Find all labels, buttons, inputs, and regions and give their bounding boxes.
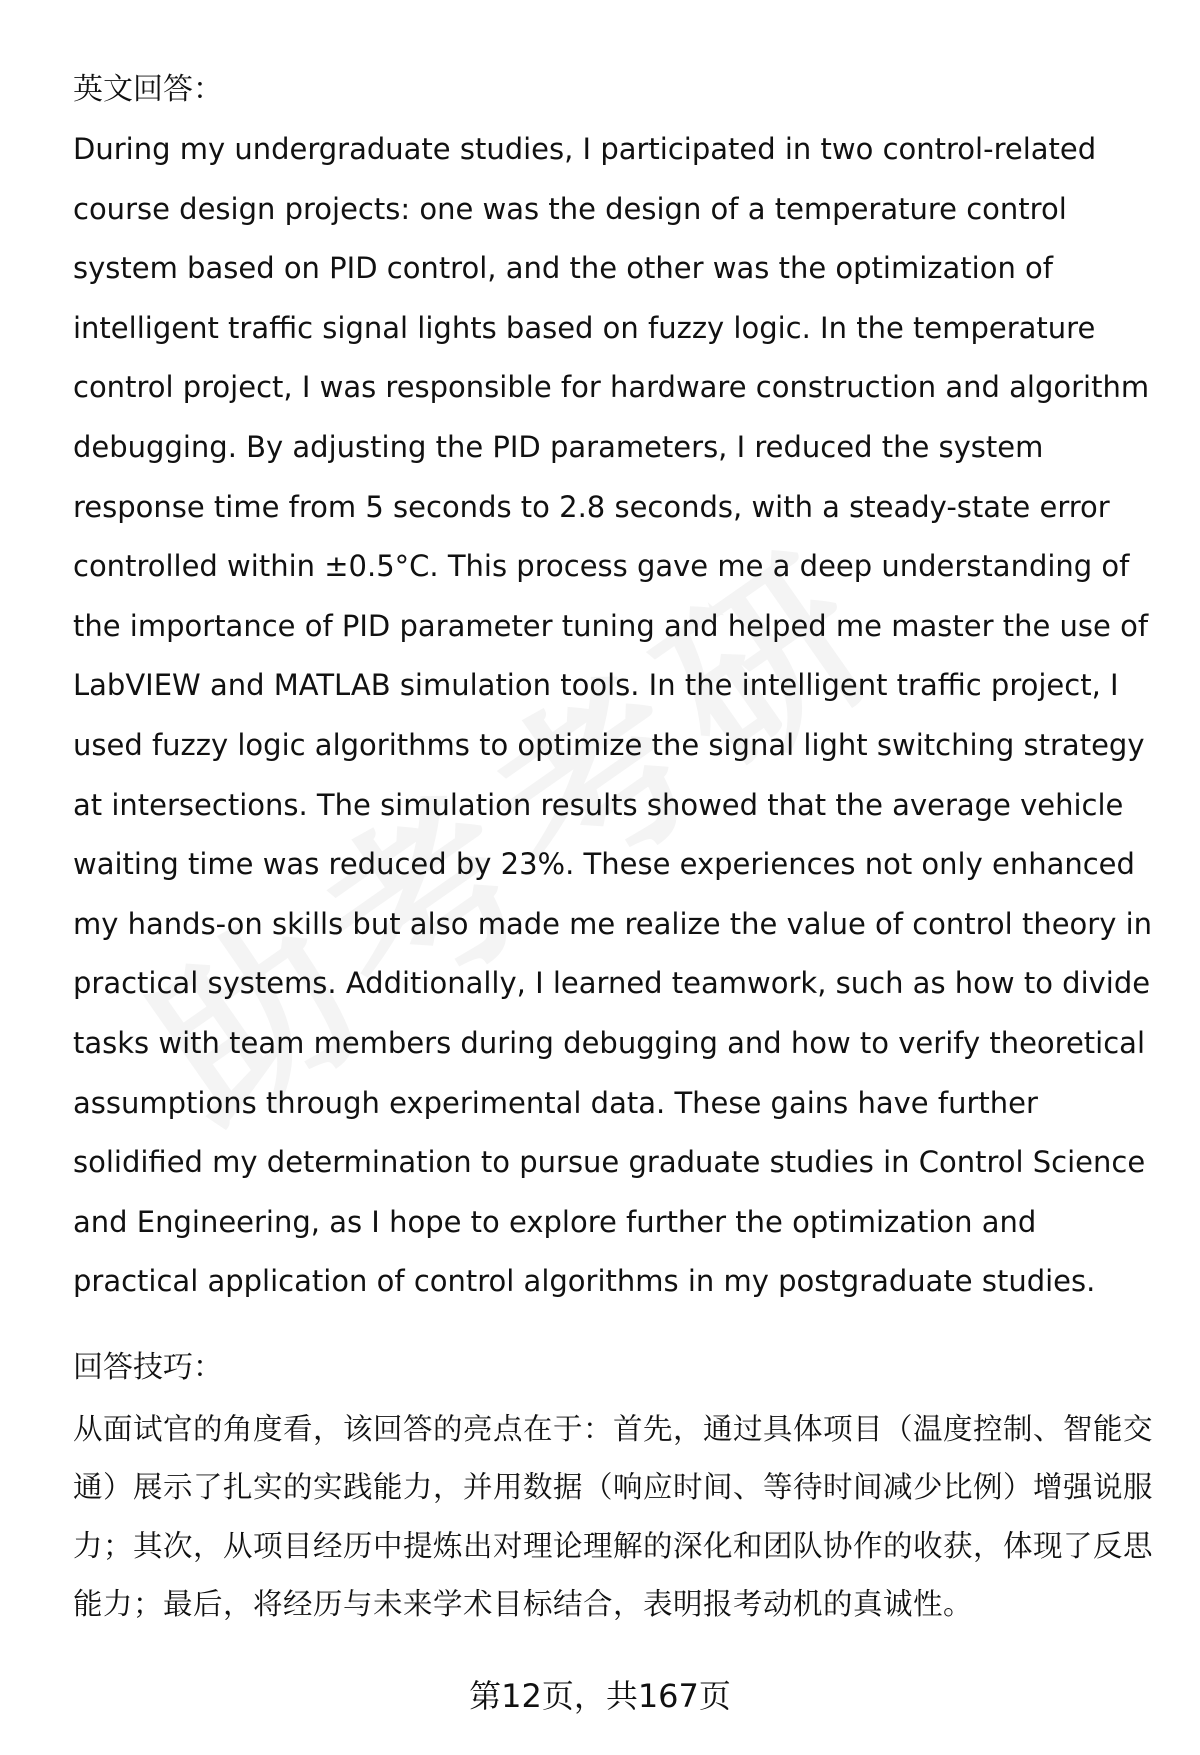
tips-section-label: 回答技巧：	[73, 1349, 223, 1385]
page-number: 第12页，共167页	[469, 1677, 731, 1715]
answer-section-label: 英文回答：	[73, 72, 223, 107]
tips-body: 从面试官的角度看，该回答的亮点在于：首先，通过具体项目（温度控制、智能交通）展示了扎实的实践能力，并用数据（响应时间、等待时间减少比例）增强说服力；其次，从项目经历中提炼出对理论理解的深化和团队协作的收获，体现了反思能力；最后，将经历与未来学术目标结合，表明报考动机的真诚性。	[73, 1411, 1154, 1622]
page-content	[73, 66, 1163, 1634]
answer-body: During my undergraduate studies, I participated in two control-related course design projects: one was the design of a temperature control system based on PID control, and the other was the optimization of intelligent traffic signal lights based on fuzzy logic. In the temperature control project, I was responsible for hardware construction and algorithm debugging. By adjusting the PID parameters, I reduced the system response time from 5 seconds to 2.8 seconds, with a steady-state error controlled within ±0.5°C. This process gave me a deep understanding of the importance of PID parameter tuning and helped me master the use of LabVIEW and MATLAB simulation tools. In the intelligent traffic project, I used fuzzy logic algorithms to optimize the signal light switching strategy at intersections. The simulation results showed that the average vehicle waiting time was reduced by 23%. These experiences not only enhanced my hands-on skills but also made me realize the value of control theory in practical systems. Additionally, I learned teamwork, such as how to divide tasks with team members during debugging and how to verify theoretical assumptions through experimental data. These gains have further solidified my determination to pursue graduate studies in Control Science and Engineering, as I hope to explore further the optimization and practical application of control algorithms in my postgraduate studies.	[73, 132, 1153, 1299]
